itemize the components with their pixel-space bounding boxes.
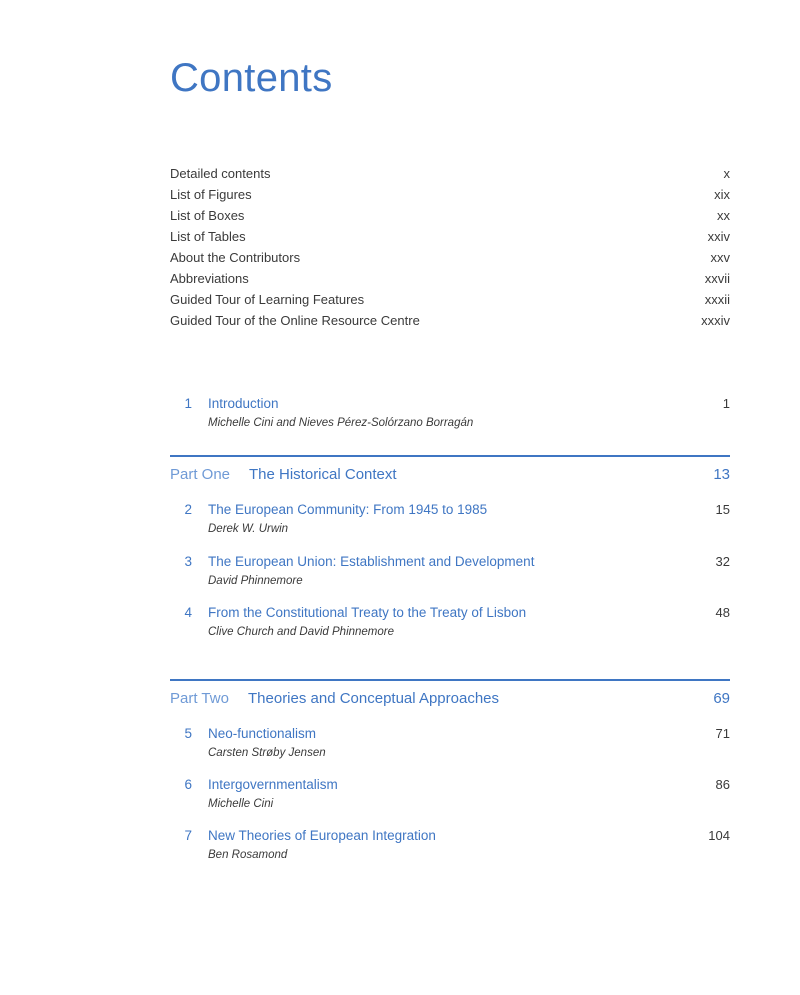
chapter-number: 5 — [184, 726, 192, 741]
front-matter-label: List of Tables — [170, 229, 246, 244]
chapter-page: 48 — [715, 605, 730, 620]
chapter-author: Carsten Strøby Jensen — [208, 747, 326, 759]
chapter-author: Ben Rosamond — [208, 849, 288, 861]
part-page: 13 — [713, 466, 730, 483]
part-label: Part One — [170, 466, 231, 483]
chapter-number: 2 — [184, 502, 192, 517]
front-matter-item[interactable] — [170, 247, 730, 268]
front-matter-label: Guided Tour of the Online Resource Centre — [170, 313, 420, 328]
chapter-title[interactable]: Neo-functionalism — [208, 726, 317, 741]
part-label: Part Two — [170, 690, 229, 707]
front-matter-page: xxv — [710, 250, 730, 265]
front-matter-label: Detailed contents — [170, 166, 271, 181]
front-matter-label: Abbreviations — [170, 271, 249, 286]
chapter-entry[interactable] — [170, 603, 730, 647]
front-matter-item[interactable] — [170, 268, 730, 289]
chapter-page: 71 — [715, 726, 730, 741]
chapter-number: 3 — [184, 554, 192, 569]
part-divider — [170, 455, 730, 457]
chapter-title[interactable]: New Theories of European Integration — [208, 828, 436, 843]
chapter-title[interactable]: Intergovernmentalism — [208, 777, 338, 792]
chapter-page: 15 — [715, 502, 730, 517]
front-matter-item[interactable] — [170, 310, 730, 331]
chapter-entry[interactable] — [170, 775, 730, 819]
chapter-entry[interactable] — [170, 724, 730, 768]
chapter-author: Clive Church and David Phinnemore — [208, 626, 395, 638]
part-title: Theories and Conceptual Approaches — [248, 690, 500, 707]
front-matter-item[interactable] — [170, 289, 730, 310]
part-title: The Historical Context — [249, 466, 397, 483]
front-matter-page: xx — [717, 208, 730, 223]
front-matter-item[interactable] — [170, 226, 730, 247]
front-matter-page: x — [723, 166, 730, 181]
front-matter-item[interactable] — [170, 205, 730, 226]
chapter-entry[interactable] — [170, 500, 730, 544]
chapter-page: 104 — [708, 828, 730, 843]
chapter-title[interactable]: The European Union: Establishment and Development — [208, 554, 535, 569]
front-matter-page: xxxii — [704, 292, 730, 307]
chapter-entry[interactable] — [170, 826, 730, 870]
front-matter-page: xix — [714, 187, 730, 202]
chapter-author: Michelle Cini and Nieves Pérez-Solórzano Borragán — [208, 417, 474, 429]
part-heading-two[interactable] — [170, 688, 730, 710]
front-matter-item[interactable] — [170, 163, 730, 184]
chapter-author: David Phinnemore — [208, 575, 303, 587]
chapter-number: 4 — [184, 605, 192, 620]
front-matter-label: List of Figures — [170, 187, 252, 202]
front-matter-page: xxvii — [704, 271, 730, 286]
chapter-number: 7 — [184, 828, 192, 843]
chapter-page: 1 — [722, 396, 730, 411]
front-matter-label: List of Boxes — [170, 208, 245, 223]
chapter-page: 86 — [715, 777, 730, 792]
front-matter-item[interactable] — [170, 184, 730, 205]
chapter-title[interactable]: The European Community: From 1945 to 1985 — [208, 502, 488, 517]
front-matter-page: xxiv — [707, 229, 730, 244]
front-matter-list — [170, 163, 730, 331]
part-divider — [170, 679, 730, 681]
page-title: Contents — [170, 56, 333, 100]
chapter-title[interactable]: From the Constitutional Treaty to the Treaty of Lisbon — [208, 605, 527, 620]
front-matter-page: xxxiv — [701, 313, 730, 328]
chapter-number: 1 — [184, 396, 192, 411]
chapter-entry-introduction[interactable] — [170, 394, 730, 438]
chapter-page: 32 — [715, 554, 730, 569]
chapter-entry[interactable] — [170, 552, 730, 596]
part-page: 69 — [713, 690, 730, 707]
chapter-number: 6 — [184, 777, 192, 792]
part-heading-one[interactable] — [170, 464, 730, 486]
chapter-author: Michelle Cini — [208, 798, 274, 810]
front-matter-label: About the Contributors — [170, 250, 301, 265]
chapter-author: Derek W. Urwin — [208, 523, 289, 535]
front-matter-label: Guided Tour of Learning Features — [170, 292, 365, 307]
chapter-title[interactable]: Introduction — [208, 396, 279, 411]
